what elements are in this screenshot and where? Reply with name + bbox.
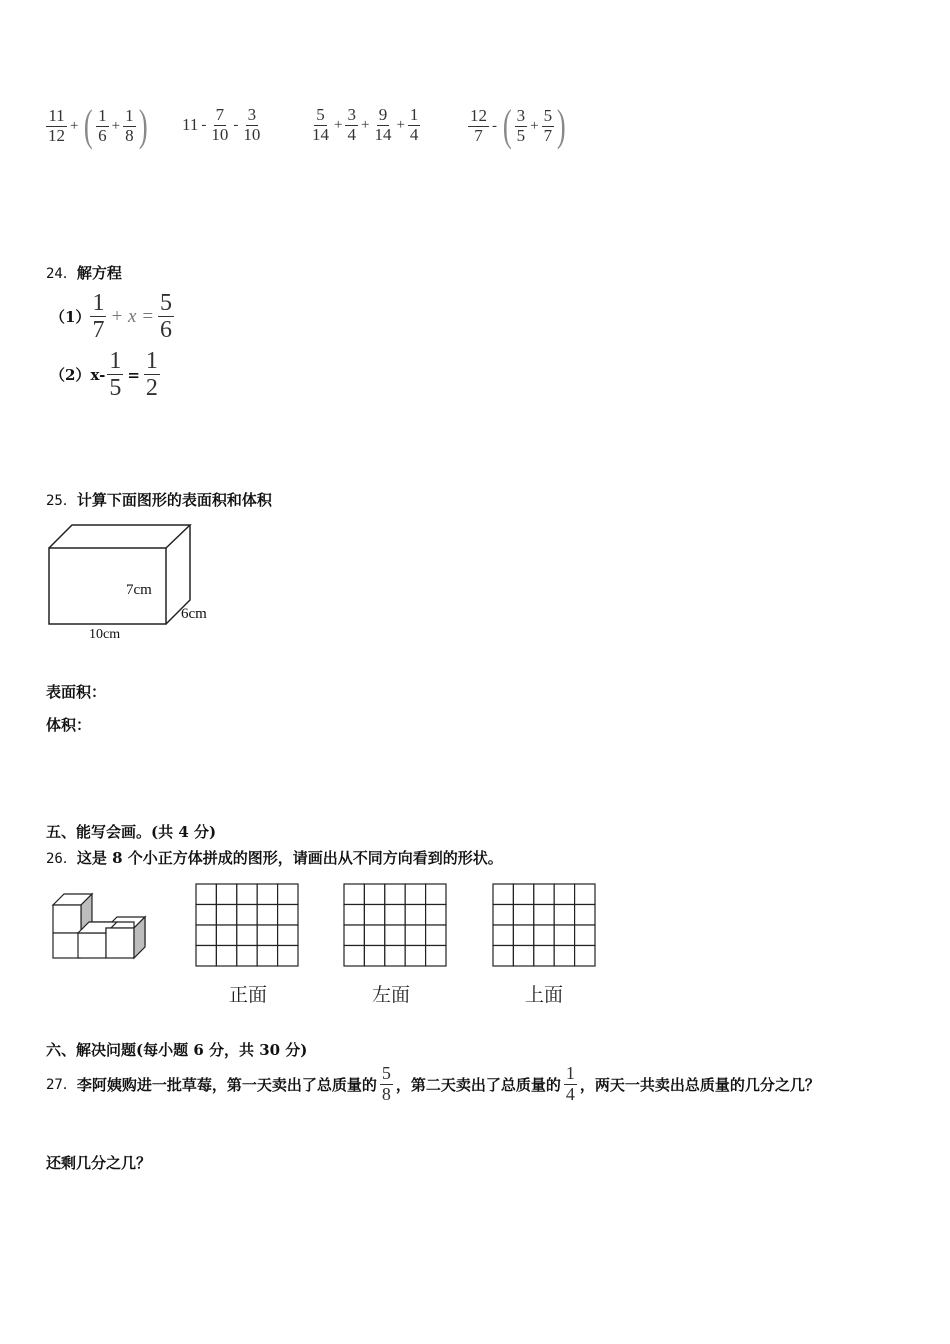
grid-cell — [513, 925, 533, 946]
question-text: 李阿姨购进一批草莓，第一天卖出了总质量的 — [76, 1075, 377, 1094]
title-part: 这是 — [76, 849, 107, 867]
grid-cell — [575, 925, 595, 946]
grid-cell — [278, 946, 298, 967]
fraction: $\frac{11}{12}$ — [48, 105, 65, 145]
question-text: ，第二天卖出了总质量的 — [395, 1075, 561, 1094]
grid-cell — [237, 905, 257, 926]
operator: + — [396, 116, 405, 133]
grid-cell — [216, 946, 236, 967]
q27-followup: 还剩几分之几？ — [46, 1154, 152, 1172]
grid-cell — [405, 925, 425, 946]
operator: + — [360, 116, 370, 133]
grid-cell — [344, 884, 364, 905]
grid-cell — [257, 884, 277, 905]
grid-cell — [554, 884, 574, 905]
grid-cell — [257, 946, 277, 967]
fraction: $\frac{5}{8}$ — [381, 1063, 391, 1104]
grid-cell — [196, 946, 216, 967]
paren-close: ) — [557, 101, 566, 150]
operator: - — [233, 116, 239, 133]
expression-1 — [46, 101, 150, 150]
fraction: $\frac{1}{5}$ — [109, 348, 122, 402]
cuboid-top-face — [49, 525, 190, 548]
grid-cell — [493, 925, 513, 946]
length-label: 10cm — [89, 627, 121, 642]
grid-cell — [344, 946, 364, 967]
grid-cell — [493, 946, 513, 967]
question-text: ，两天一共卖出总质量的几分之几？ — [579, 1075, 820, 1094]
grid-cell — [426, 905, 446, 926]
grid-cell — [344, 925, 364, 946]
grid-cell — [364, 905, 384, 926]
fraction: $\frac{7}{10}$ — [211, 105, 229, 144]
grid-cell — [278, 884, 298, 905]
fraction: $\frac{3}{5}$ — [516, 105, 526, 145]
grid-cell — [385, 946, 405, 967]
paren-open: ( — [502, 101, 512, 150]
cube-count: 8 — [112, 849, 123, 867]
depth-label: 6cm — [181, 606, 207, 622]
grid-cell — [405, 884, 425, 905]
part-label: （2） — [50, 366, 91, 385]
whole-number: 11 — [182, 115, 199, 135]
q27-text — [46, 1064, 820, 1105]
q24-equation-2 — [50, 348, 160, 402]
grid-cell — [364, 884, 384, 905]
section-6-title: 六、解决问题(每小题 6 分，共 30 分) — [46, 1041, 308, 1059]
fraction: $\frac{3}{10}$ — [243, 105, 261, 144]
grid-cell — [237, 946, 257, 967]
operator: + — [111, 117, 121, 134]
q26-heading — [46, 847, 503, 868]
paren-close: ) — [138, 101, 148, 150]
question-number: 26． — [46, 851, 77, 867]
fraction: $\frac{5}{6}$ — [160, 290, 173, 344]
grid-label-top: 上面 — [525, 984, 564, 1006]
grid-cell — [216, 925, 236, 946]
grid-cell — [257, 925, 277, 946]
volume-label: 体积： — [46, 716, 92, 734]
fraction: $\frac{5}{14}$ — [312, 105, 329, 144]
grid-cell — [385, 884, 405, 905]
expression-4 — [468, 101, 569, 150]
q24-equation-1 — [50, 290, 174, 344]
operator: + — [334, 116, 343, 133]
grid-cell — [513, 884, 533, 905]
operator: - — [201, 116, 207, 133]
grid-cell — [196, 884, 216, 905]
title-part: 个小正方体拼成的图形，请画出从不同方向看到的形状。 — [127, 849, 503, 867]
grid-cell — [196, 925, 216, 946]
fraction: $\frac{12}{7}$ — [470, 105, 487, 145]
grid-cell — [405, 905, 425, 926]
question-number: 25． — [46, 493, 77, 509]
expression-2 — [182, 106, 262, 144]
grid-cell — [257, 905, 277, 926]
grid-front — [195, 883, 301, 969]
grid-cell — [216, 905, 236, 926]
grid-cell — [385, 925, 405, 946]
fraction: $\frac{1}{6}$ — [98, 105, 107, 145]
grid-cell — [554, 946, 574, 967]
grid-cell — [344, 905, 364, 926]
grid-cell — [554, 905, 574, 926]
grid-cell — [216, 884, 236, 905]
grid-cell — [493, 884, 513, 905]
grid-cell — [575, 946, 595, 967]
grid-cell — [534, 905, 554, 926]
surface-area-label: 表面积： — [46, 683, 107, 701]
grid-cell — [237, 884, 257, 905]
grid-left — [343, 883, 449, 969]
equals-sign: = — [127, 365, 140, 384]
expression-3 — [310, 106, 420, 144]
cubes-figure — [50, 888, 150, 963]
fraction: $\frac{3}{4}$ — [347, 105, 356, 144]
grid-cell — [513, 905, 533, 926]
grid-cell — [575, 905, 595, 926]
equation-middle: + x = — [110, 305, 155, 327]
operator: - — [492, 117, 497, 134]
q25-heading — [46, 489, 272, 510]
fraction: $\frac{9}{14}$ — [374, 105, 392, 144]
grid-cell — [364, 925, 384, 946]
question-title: 计算下面图形的表面积和体积 — [76, 491, 272, 509]
question-title: 解方程 — [76, 264, 122, 282]
fraction: $\frac{1}{2}$ — [145, 348, 158, 402]
grid-cell — [278, 925, 298, 946]
grid-cell — [575, 884, 595, 905]
grid-cell — [534, 884, 554, 905]
fraction: $\frac{1}{4}$ — [409, 105, 419, 144]
grid-cell — [385, 905, 405, 926]
grid-cell — [364, 946, 384, 967]
grid-cell — [513, 946, 533, 967]
part-label: （1） — [50, 308, 91, 327]
variable: x- — [90, 365, 106, 384]
grid-cell — [554, 925, 574, 946]
grid-label-left: 左面 — [372, 984, 411, 1006]
fraction: $\frac{5}{7}$ — [543, 105, 553, 145]
grid-cell — [278, 905, 298, 926]
fraction: $\frac{1}{8}$ — [125, 105, 134, 145]
operator: + — [70, 117, 79, 134]
grid-cell — [493, 905, 513, 926]
grid-cell — [405, 946, 425, 967]
grid-cell — [534, 946, 554, 967]
grid-cell — [534, 925, 554, 946]
grid-top — [492, 883, 598, 969]
section-5-title: 五、能写会画。(共 4 分) — [46, 823, 217, 841]
grid-cell — [426, 946, 446, 967]
q24-heading — [46, 262, 122, 283]
grid-cell — [237, 925, 257, 946]
fraction: $\frac{1}{4}$ — [565, 1063, 575, 1104]
question-number: 27． — [46, 1077, 77, 1094]
grid-cell — [426, 925, 446, 946]
question-number: 24． — [46, 266, 77, 282]
paren-open: ( — [84, 101, 94, 150]
fraction: $\frac{1}{7}$ — [92, 290, 105, 344]
grid-label-front: 正面 — [229, 984, 268, 1006]
height-label: 7cm — [126, 582, 152, 598]
operator: + — [530, 117, 539, 134]
grid-cell — [426, 884, 446, 905]
grid-cell — [196, 905, 216, 926]
